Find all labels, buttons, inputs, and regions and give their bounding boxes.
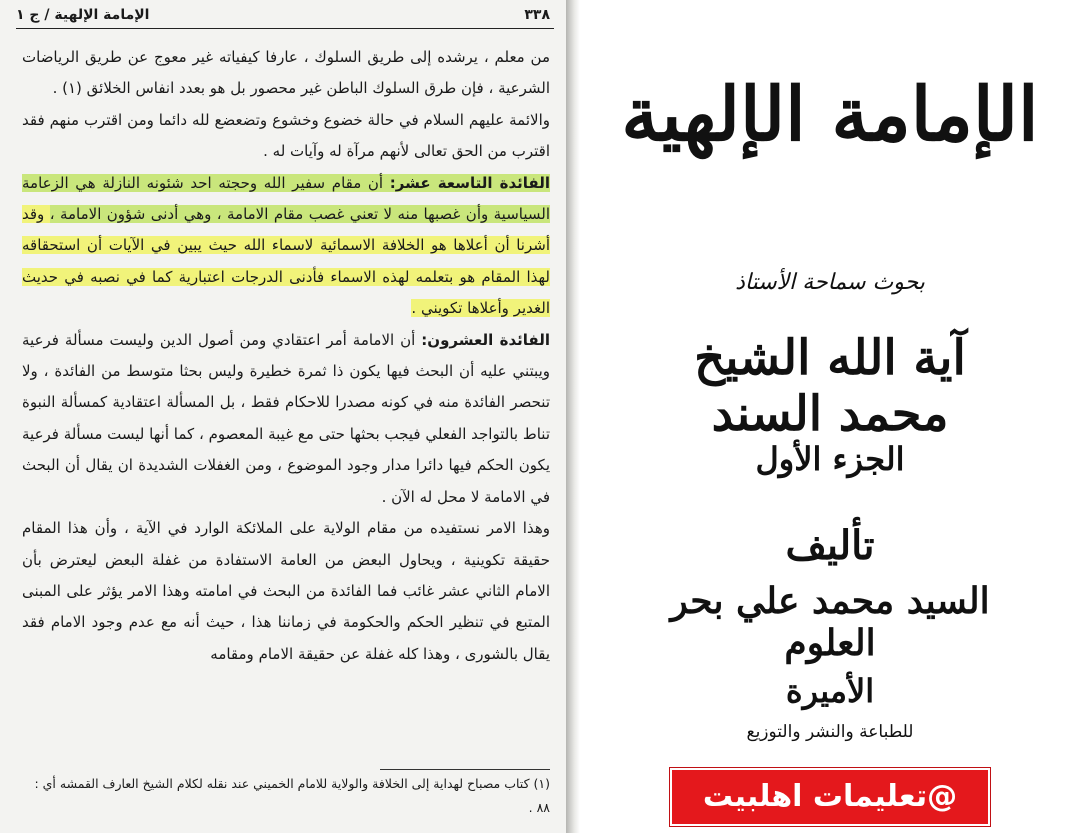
- page-header: [16, 6, 554, 29]
- footnote: (١) كتاب مصباح لهداية إلى الخلافة والولاية للامام الخميني عند نقله لكلام الشيخ العارف القمشه أي : ٨٨ .: [34, 776, 550, 815]
- cover-page: [580, 0, 1080, 833]
- green-highlighted-text: أن مقام سفير الله وحجته احد شئونه النازلة هي الزعامة السياسية وأن غصبها منه لا تعني غصب مقام الامامة ، وهي أدنى شؤون الامامة ،: [22, 173, 550, 224]
- paragraph-nineteenth-benefit: [22, 168, 550, 325]
- page-number: ٣٣٨: [524, 7, 550, 23]
- author-name: السيد محمد علي بحر العلوم: [670, 580, 990, 664]
- running-title: الإمامة الإلهية / ج ١: [16, 7, 150, 23]
- book-gutter: [566, 0, 580, 833]
- authorship-label: تأليف: [785, 522, 875, 569]
- scholar-name: آية الله الشيخ محمد السند: [694, 330, 966, 442]
- twentieth-benefit-text: أن الامامة أمر اعتقادي ومن أصول الدين وليست مسألة فرعية ويبتني عليه أن البحث فيها يكون ذا ثمرة خطيرة وليس بحثا متوسط من الفائدة ، ولا تنحصر الفائدة منه في كونه مصدرا للاحكام فقط ، بل المسألة اعتقادية كمسألة النبوة تناط بالتواجد الفعلي فيجب بحثها حتى مع غيبة المعصوم ، كما أنها ليست مسألة فرعية يكون الحكم فيها دائرا مدار وجود الموضوع ، ومن الغفلات الشديدة ان يقال أن البحث في الامامة لا محل له الآن .: [22, 330, 550, 506]
- paragraph-twentieth-benefit: [22, 325, 550, 513]
- body-text: [22, 42, 550, 670]
- footnote-divider: [380, 769, 550, 770]
- yellow-highlighted-text: وقد أشرنا أن أعلاها هو الخلافة الاسمائية لاسماء الله حيث يبين في الآيات أن استحقاقه لهذا المقام هو بتعلمه لهذه الاسماء فأدنى الدرجات اعتبارية كما في نصبه في حديث الغدير وأعلاها تكويني .: [22, 205, 550, 318]
- paragraph-1: من معلم ، يرشده إلى طريق السلوك ، عارفا كيفياته غير معوج عن طريق الرياضات الشرعية ، فإن طرق السلوك الباطن غير محصور بل هو بعدد انفاس الخلائق (١) .: [22, 48, 550, 98]
- volume-label: الجزء الأول: [755, 440, 905, 478]
- paragraph-2: والائمة عليهم السلام في حالة خضوع وخشوع وتضعضع لله دائما ومن اقترب منهم فقد اقترب من الحق تعالى لأنهم مرآة له وآيات له .: [22, 110, 550, 161]
- channel-watermark: @تعليمات اهلبيت: [670, 768, 990, 826]
- publisher-name: الأميرة: [785, 672, 875, 710]
- twentieth-benefit-heading: الفائدة العشرون:: [421, 330, 551, 349]
- publisher-tagline: للطباعة والنشر والتوزيع: [746, 722, 914, 742]
- nineteenth-benefit-heading: الفائدة التاسعة عشر:: [389, 173, 551, 192]
- book-title: الإمامة الإلهية: [621, 72, 1039, 158]
- lecture-subtitle: بحوث سماحة الأستاذ: [735, 270, 925, 295]
- paragraph-last: وهذا الامر نستفيده من مقام الولاية على الملائكة الوارد في الآية ، وأن هذا المقام حقيقة تكوينية ، ويحاول البعض من العامة الاستفادة من غفلة البعض ليعترض بأن الامام الثاني عشر غائب فما الفائدة من البحث في امامته وهذا الامر يؤثر على المبنى المتبع في تنظير الحكم والحكومة في زماننا هذا ، حيث أنه مع عدم وجود الامام فقد يقال بالشورى ، وهذا كله غفلة عن حقيقة الامام ومقامه: [22, 519, 550, 663]
